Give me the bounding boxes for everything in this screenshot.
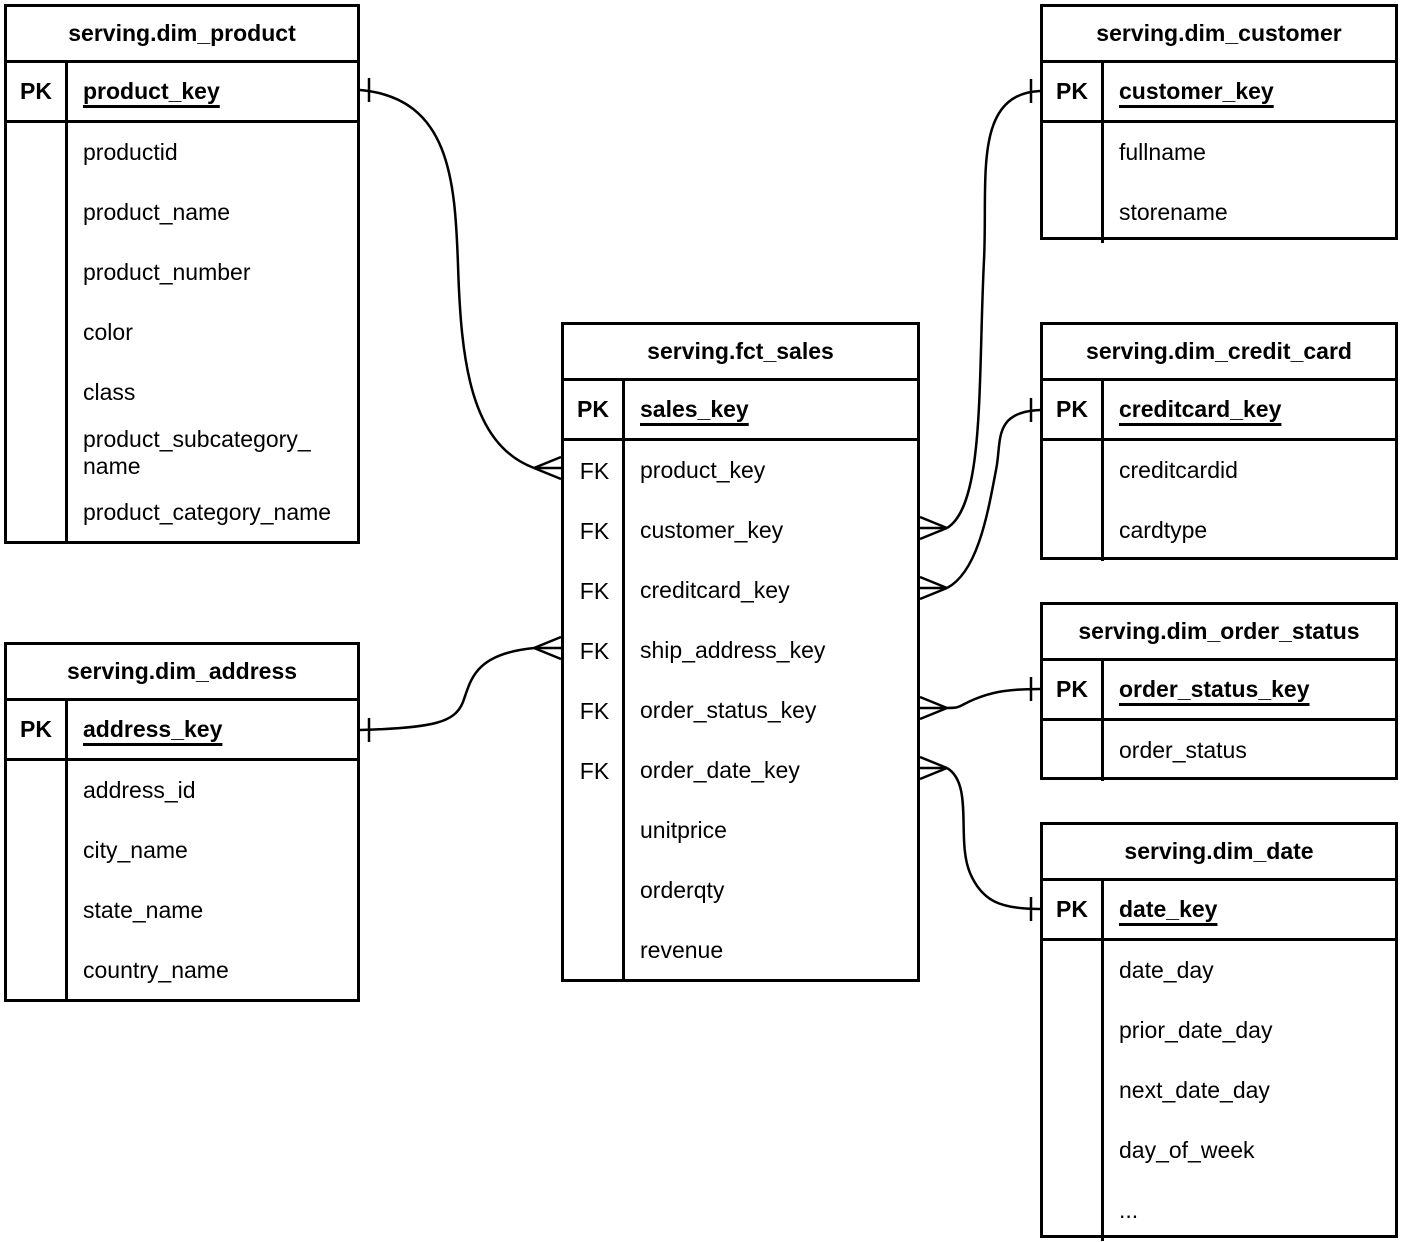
pk-field-label: order_status_key <box>1119 675 1310 702</box>
field-label: state_name <box>83 897 204 924</box>
fk-tag <box>7 941 68 1001</box>
pk-tag: PK <box>564 381 625 438</box>
relation-customer <box>920 79 1040 539</box>
pk-tag: PK <box>1043 661 1104 718</box>
field-row <box>1043 941 1395 1001</box>
table-title: serving.dim_customer <box>1043 7 1395 63</box>
field-row <box>7 483 357 543</box>
fk-tag <box>7 423 68 483</box>
field-label: creditcardid <box>1119 457 1238 484</box>
fk-tag <box>1043 1121 1104 1181</box>
field-label: date_day <box>1119 957 1214 984</box>
field-label: order_status <box>1119 737 1247 764</box>
crow-foot-icon <box>534 648 561 659</box>
field-row <box>7 243 357 303</box>
relation-ship_address <box>360 637 561 742</box>
crow-foot-icon <box>920 577 947 588</box>
relation-line[interactable] <box>947 689 1040 708</box>
table-fields <box>1043 441 1395 561</box>
field-row <box>1043 501 1395 561</box>
table-fields <box>7 761 357 1001</box>
field-label: order_status_key <box>640 697 817 724</box>
field-row <box>564 921 917 981</box>
table-serving-fct-sales[interactable] <box>561 322 920 982</box>
table-title: serving.dim_product <box>7 7 357 63</box>
field-label: product_category_name <box>83 499 332 526</box>
relation-line[interactable] <box>947 768 1040 909</box>
field-row <box>7 761 357 821</box>
field-label: class <box>83 379 136 406</box>
table-serving-dim-customer[interactable] <box>1040 4 1398 240</box>
pk-field-label: customer_key <box>1119 77 1274 104</box>
pk-field-label: creditcard_key <box>1119 395 1282 422</box>
field-label: address_id <box>83 777 196 804</box>
crow-foot-icon <box>920 697 947 708</box>
pk-tag: PK <box>1043 881 1104 938</box>
field-row <box>1043 1001 1395 1061</box>
fk-tag <box>564 861 625 921</box>
fk-tag: FK <box>579 517 610 544</box>
field-row <box>1043 1121 1395 1181</box>
table-fields <box>7 123 357 543</box>
field-label: revenue <box>640 937 724 964</box>
table-fields <box>1043 721 1395 781</box>
field-label: order_date_key <box>640 757 800 784</box>
field-row <box>1043 1061 1395 1121</box>
table-serving-dim-product[interactable] <box>4 4 360 544</box>
table-serving-dim-order-status[interactable] <box>1040 602 1398 780</box>
field-label: product_number <box>83 259 251 286</box>
relation-line[interactable] <box>947 91 1040 528</box>
fk-tag: FK <box>579 577 610 604</box>
field-row <box>564 561 917 621</box>
crow-foot-icon <box>920 528 947 539</box>
field-label: day_of_week <box>1119 1137 1255 1164</box>
fk-tag <box>564 801 625 861</box>
field-label: creditcard_key <box>640 577 790 604</box>
fk-tag <box>1043 941 1104 1001</box>
table-serving-dim-address[interactable] <box>4 642 360 1002</box>
primary-key-row <box>564 381 917 441</box>
field-label: prior_date_day <box>1119 1017 1273 1044</box>
fk-tag: FK <box>579 697 610 724</box>
field-row <box>7 423 357 483</box>
relation-line[interactable] <box>360 648 534 730</box>
fk-tag <box>7 123 68 183</box>
fk-tag <box>7 183 68 243</box>
relation-product <box>360 78 561 479</box>
field-label: country_name <box>83 957 229 984</box>
field-row <box>7 821 357 881</box>
fk-tag: FK <box>579 757 610 784</box>
field-row <box>564 501 917 561</box>
relation-credit_card <box>920 398 1040 599</box>
pk-field-label: sales_key <box>640 395 749 422</box>
table-fields <box>1043 941 1395 1241</box>
field-row <box>1043 183 1395 243</box>
table-fields <box>564 441 917 981</box>
field-row <box>564 681 917 741</box>
crow-foot-icon <box>534 637 561 648</box>
field-row <box>1043 123 1395 183</box>
pk-field-label: date_key <box>1119 895 1218 922</box>
fk-tag <box>7 881 68 941</box>
pk-tag: PK <box>7 63 68 120</box>
table-serving-dim-credit-card[interactable] <box>1040 322 1398 560</box>
crow-foot-icon <box>920 768 947 779</box>
field-row <box>7 123 357 183</box>
fk-tag: FK <box>579 457 610 484</box>
relation-line[interactable] <box>947 410 1040 588</box>
crow-foot-icon <box>920 708 947 719</box>
fk-tag <box>7 821 68 881</box>
field-label: next_date_day <box>1119 1077 1270 1104</box>
field-row <box>564 801 917 861</box>
field-label: product_subcategory_name <box>83 425 311 479</box>
primary-key-row <box>7 63 357 123</box>
fk-tag: FK <box>579 637 610 664</box>
field-label: orderqty <box>640 877 725 904</box>
field-row <box>7 183 357 243</box>
field-label: unitprice <box>640 817 727 844</box>
crow-foot-icon <box>920 757 947 768</box>
primary-key-row <box>1043 63 1395 123</box>
crow-foot-icon <box>920 588 947 599</box>
crow-foot-icon <box>534 468 561 479</box>
relation-order_status <box>920 677 1040 719</box>
field-label: ship_address_key <box>640 637 826 664</box>
field-row <box>1043 1181 1395 1241</box>
primary-key-row <box>1043 661 1395 721</box>
field-label: productid <box>83 139 178 166</box>
field-row <box>7 363 357 423</box>
field-row <box>564 441 917 501</box>
table-serving-dim-date[interactable] <box>1040 822 1398 1238</box>
field-row <box>564 861 917 921</box>
fk-tag <box>7 303 68 363</box>
relation-line[interactable] <box>360 90 534 468</box>
table-title: serving.dim_address <box>7 645 357 701</box>
field-row <box>564 621 917 681</box>
field-label: product_name <box>83 199 231 226</box>
relation-order_date <box>920 757 1040 921</box>
fk-tag <box>1043 1001 1104 1061</box>
pk-tag: PK <box>1043 381 1104 438</box>
field-label: product_key <box>640 457 766 484</box>
field-row <box>1043 721 1395 781</box>
table-title: serving.fct_sales <box>564 325 917 381</box>
fk-tag <box>1043 123 1104 183</box>
fk-tag <box>7 761 68 821</box>
crow-foot-icon <box>920 517 947 528</box>
crow-foot-icon <box>534 457 561 468</box>
primary-key-row <box>7 701 357 761</box>
fk-tag <box>1043 501 1104 561</box>
table-title: serving.dim_order_status <box>1043 605 1395 661</box>
fk-tag <box>1043 721 1104 781</box>
fk-tag <box>564 921 625 981</box>
table-fields <box>1043 123 1395 243</box>
fk-tag <box>1043 1181 1104 1241</box>
fk-tag <box>7 483 68 543</box>
fk-tag <box>1043 441 1104 501</box>
field-label: storename <box>1119 199 1228 226</box>
field-label: cardtype <box>1119 517 1208 544</box>
field-label: customer_key <box>640 517 784 544</box>
table-title: serving.dim_date <box>1043 825 1395 881</box>
fk-tag <box>1043 1061 1104 1121</box>
field-row <box>7 941 357 1001</box>
fk-tag <box>7 243 68 303</box>
field-label: fullname <box>1119 139 1206 166</box>
primary-key-row <box>1043 881 1395 941</box>
field-row <box>1043 441 1395 501</box>
pk-tag: PK <box>1043 63 1104 120</box>
field-label: ... <box>1119 1197 1139 1224</box>
field-label: color <box>83 319 133 346</box>
pk-field-label: product_key <box>83 77 220 104</box>
field-row <box>564 741 917 801</box>
primary-key-row <box>1043 381 1395 441</box>
field-row <box>7 303 357 363</box>
table-title: serving.dim_credit_card <box>1043 325 1395 381</box>
fk-tag <box>1043 183 1104 243</box>
fk-tag <box>7 363 68 423</box>
field-label: city_name <box>83 837 188 864</box>
field-row <box>7 881 357 941</box>
pk-tag: PK <box>7 701 68 758</box>
pk-field-label: address_key <box>83 715 223 742</box>
